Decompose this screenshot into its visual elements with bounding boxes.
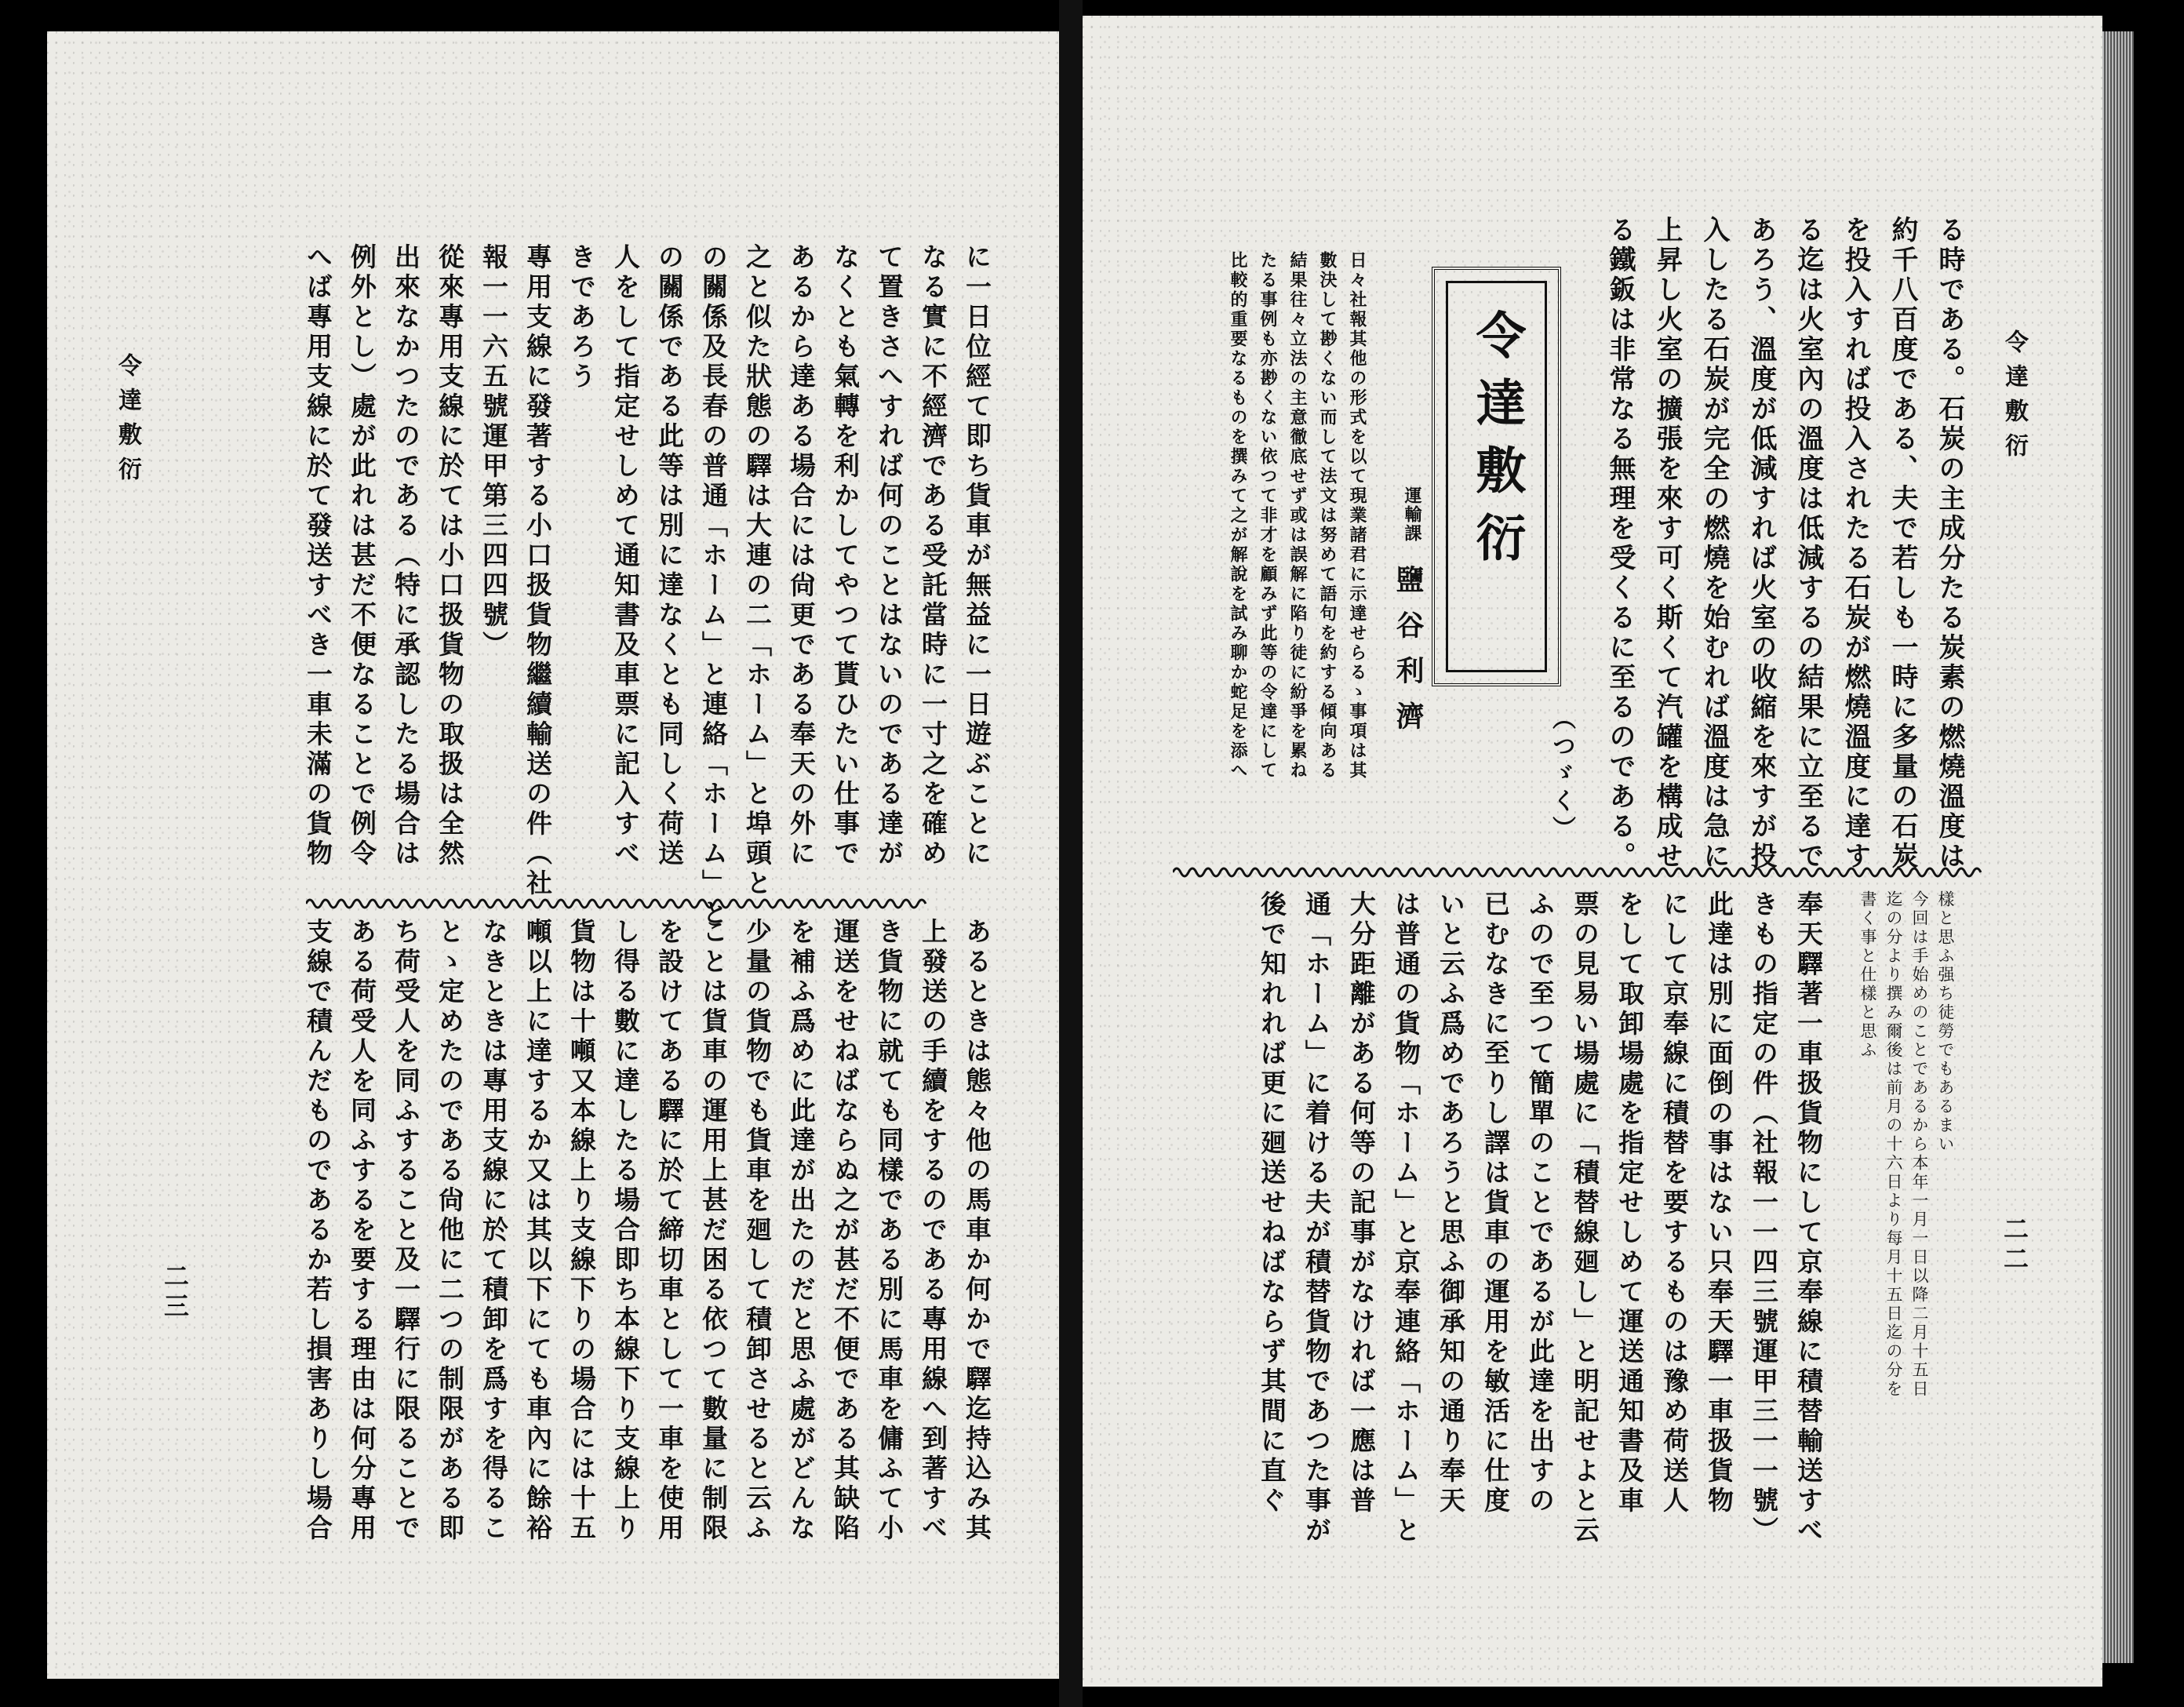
text-column: き貨物に就ても同樣である別に馬車を傭ふて小 [874, 918, 905, 1544]
intro-column: たる事例も亦尠くない依つて非才を顧みず此等の令達にして [1258, 251, 1278, 781]
text-column: きであろう [566, 243, 597, 392]
running-head: 令達敷衍 [2000, 329, 2028, 468]
text-column: 運送をせねばならぬ之が甚だ不便である其缺陷 [830, 918, 861, 1544]
text-column: 出來なかつたのである（特に承認したる場合は [391, 243, 421, 869]
book-gutter [1059, 0, 1083, 1707]
left-page [47, 31, 1059, 1679]
note-column: 樣と思ふ强ち徒勞でもあるまい [1936, 890, 1955, 1154]
text-column: なくとも氣轉を利かしてやつて貰ひたい仕事で [830, 243, 861, 869]
text-column: る鐵鈑は非常なる無理を受くるに至るのである。 [1604, 216, 1636, 872]
text-column: 上昇し火室の擴張を來す可く斯くて汽罐を構成せ [1651, 216, 1683, 872]
text-column: て置きさへすれば何のことはないのである達が [874, 243, 905, 869]
section-divider-wave [306, 894, 934, 913]
author-name: 鹽谷利濟 [1392, 565, 1425, 747]
text-column: を投入すれば投入されたる石炭が燃燒溫度に達す [1840, 216, 1871, 872]
text-column: 入したる石炭が完全の燃燒を始むれば溫度は急に [1698, 216, 1730, 872]
note-column: 書く事と仕樣と思ふ [1858, 890, 1877, 1060]
article-title-box [1432, 267, 1561, 686]
text-column: 後で知れれば更に廻送せねばならず其間に直ぐ [1257, 890, 1287, 1516]
text-column: 上發送の手續をするのである專用線へ到著すべ [918, 918, 948, 1544]
text-column: る時である。石炭の主成分たる炭素の燃燒溫度は [1934, 216, 1965, 872]
author-dept: 運輸課 [1402, 486, 1422, 543]
text-column: 此達は別に面倒の事はない只奉天驛一車扱貨物 [1704, 890, 1734, 1516]
text-column: 之と似た狀態の驛は大連の二「ホーム」と埠頭と [742, 243, 773, 899]
page-number: 二二 [2000, 1216, 2029, 1276]
text-column: る迄は火室內の溫度は低減するの結果に立至るで [1793, 216, 1824, 872]
note-column: 今回は手始めのことであるから本年一月一日以降二月十五日 [1910, 890, 1929, 1399]
text-column: ことは貨車の運用上甚だ困る依つて數量に制限 [698, 918, 729, 1544]
intro-column: 比較的重要なるものを撰みて之が解說を試み聊か蛇足を添へ [1228, 251, 1248, 781]
text-column: 已むなきに至りし譯は貨車の運用を敏活に仕度 [1480, 890, 1511, 1516]
text-column: 約千八百度である、夫で若しも一時に多量の石炭 [1887, 216, 1918, 872]
intro-column: 日々社報其他の形式を以て現業諸君に示達せらるゝ事項は其 [1347, 251, 1367, 781]
text-column: し得る數に達したる場合即ち本線下り支線上り [610, 918, 641, 1544]
text-column: あるから達ある場合には尙更である奉天の外に [786, 243, 817, 869]
text-column: あろう、溫度が低減すれば火室の收縮を來すが投 [1745, 216, 1777, 872]
text-column: 奉天驛著一車扱貨物にして京奉線に積替輸送すべ [1793, 890, 1824, 1546]
text-column: ある荷受人を同ふするを要する理由は何分專用 [347, 918, 377, 1544]
text-column: をして取卸場處を指定せしめて運送通知書及車 [1614, 890, 1645, 1516]
note-column: 迄の分より撰み爾後は前月の十六日より每月十五日迄の分を [1884, 890, 1903, 1399]
text-column: 從來專用支線に於ては小口扱貨物の取扱は全然 [435, 243, 465, 869]
text-column: は普通の貨物「ホーム」と京奉連絡「ホーム」と [1391, 890, 1421, 1546]
page-edges [2102, 31, 2134, 1663]
intro-column: 結果往々立法の主意徹底せず或は誤解に陷り徒に紛爭を累ね [1287, 251, 1308, 781]
text-column: の關係である此等は別に達なくとも同しく荷送 [654, 243, 685, 869]
intro-column: 數決して尠くない而して法文は努めて語句を約する傾向ある [1317, 251, 1338, 781]
text-column: 專用支線に發著する小口扱貨物繼續輸送の件（社 [522, 243, 553, 899]
right-page [1083, 16, 2102, 1687]
text-column: きもの指定の件（社報一一四三號運甲三一一號） [1749, 890, 1779, 1546]
text-column: 票の見易い場處に「積替線廻し」と明記せよと云 [1570, 890, 1600, 1546]
text-column: あるときは態々他の馬車か何かで驛迄持込み其 [962, 918, 992, 1544]
text-column: を設けてある驛に於て締切車として一車を使用 [654, 918, 685, 1544]
text-column: ふので至つて簡單のことであるが此達を出すの [1525, 890, 1556, 1516]
text-column: 噸以上に達するか又は其以下にても車內に餘裕 [522, 918, 553, 1544]
text-column: 大分距離がある何等の記事がなければ一應は普 [1346, 890, 1377, 1516]
article-title: 令達敷衍 [1467, 309, 1527, 579]
text-column: の關係及長春の普通「ホーム」と連絡「ホーム」と [698, 243, 729, 929]
text-column: とゝ定めたのである尙他に二つの制限がある即 [435, 918, 465, 1544]
text-column: へば專用支線に於て發送すべき一車未滿の貨物 [303, 243, 333, 869]
text-column: 報一一六五號運甲第三四四號） [479, 243, 509, 661]
text-column: ち荷受人を同ふすること及一驛行に限ることで [391, 918, 421, 1544]
text-column: 少量の貨物でも貨車を廻して積卸させると云ふ [742, 918, 773, 1544]
text-column: 人をして指定せしめて通知書及車票に記入すべ [610, 243, 641, 869]
text-column: 例外とし）處が此れは甚だ不便なることで例令 [347, 243, 377, 869]
running-head: 令達敷衍 [114, 353, 141, 491]
text-column: なる實に不經濟である受託當時に一寸之を確め [918, 243, 948, 869]
text-column: 支線で積んだものであるか若し損害ありし場合 [303, 918, 333, 1544]
text-column: いと云ふ爲めであろうと思ふ御承知の通り奉天 [1436, 890, 1466, 1516]
text-column: を補ふ爲めに此達が出たのだと思ふ處がどんな [786, 918, 817, 1544]
continued-mark: （つゞく） [1548, 706, 1575, 843]
text-column: 貨物は十噸又本線上り支線下りの場合には十五 [566, 918, 597, 1544]
text-column: に一日位經て即ち貨車が無益に一日遊ぶことに [962, 243, 992, 869]
text-column: 通「ホーム」に着ける夫が積替貨物であつた事が [1301, 890, 1332, 1546]
text-column: にして京奉線に積替を要するものは豫め荷送人 [1659, 890, 1690, 1516]
text-column: なきときは專用支線に於て積卸を爲すを得るこ [479, 918, 509, 1544]
page-number: 二三 [160, 1263, 190, 1323]
section-divider-wave [1173, 863, 1989, 882]
